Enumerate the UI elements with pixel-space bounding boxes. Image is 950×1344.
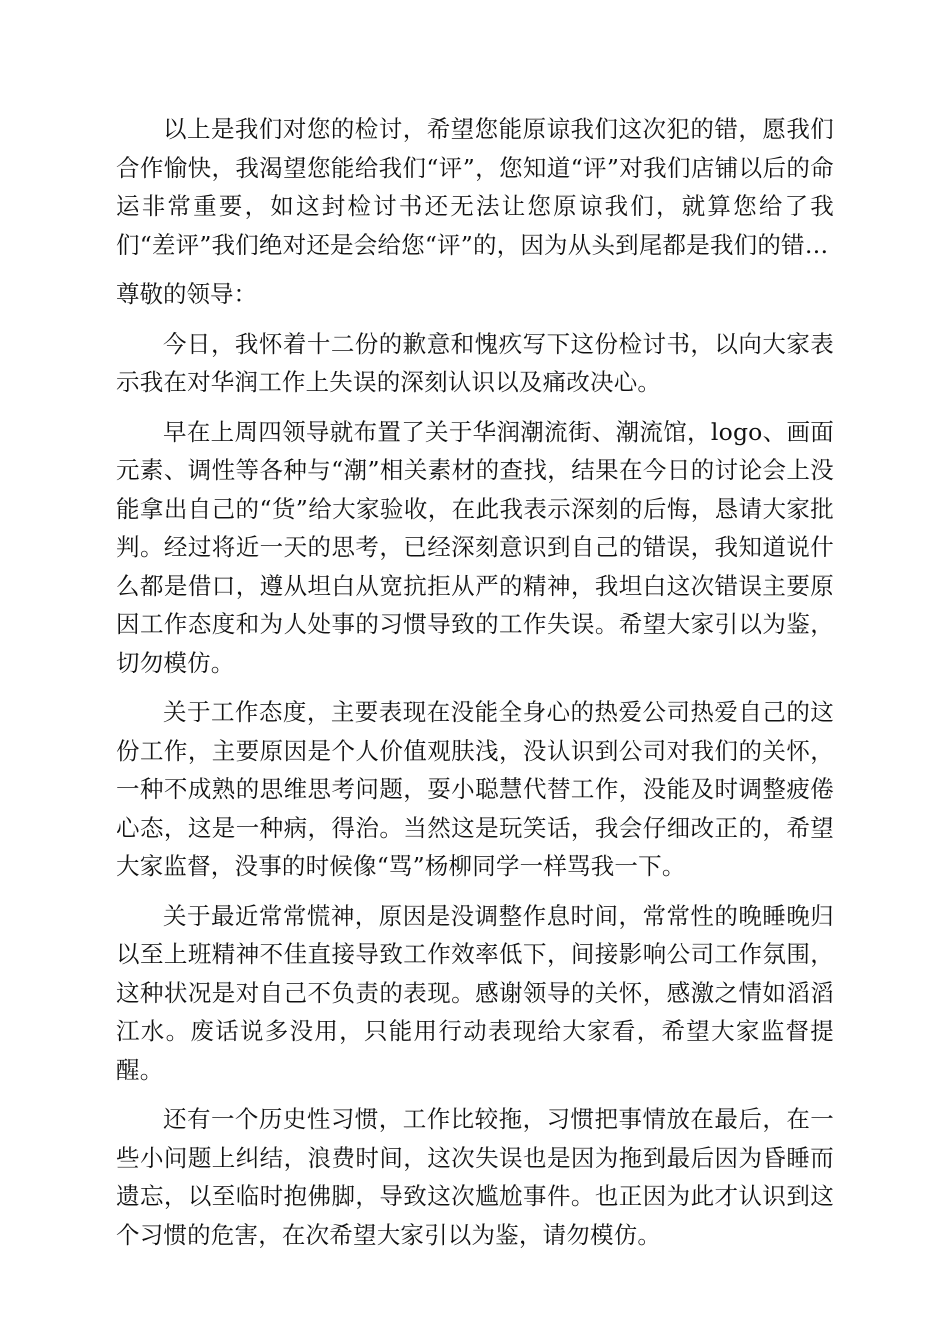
salutation: 尊敬的领导： — [116, 280, 257, 308]
paragraph-distraction: 关于最近常常慌神，原因是没调整作息时间，常常性的晚睡晚归以至上班精神不佳直接导致工作效率低下，间接影响公司工作氛围，这种状况是对自己不负责的表现。感谢领导的关怀，感激之情如滔滔江水。废话说多没用，只能用行动表现给大家看，希望大家监督提醒。 — [116, 901, 834, 1084]
document-page — [116, 110, 834, 1254]
paragraph-habit: 还有一个历史性习惯，工作比较拖，习惯把事情放在最后，在一些小问题上纠结，浪费时间，这次失误也是因为拖到最后因为昏睡而遗忘，以至临时抱佛脚，导致这次尴尬事件。也正因为此才认识到这个习惯的危害，在次希望大家引以为鉴，请勿模仿。 — [116, 1105, 834, 1249]
paragraph-intro: 今日，我怀着十二份的歉意和愧疚写下这份检讨书，以向大家表示我在对华润工作上失误的深刻认识以及痛改决心。 — [116, 329, 834, 396]
paragraph-background: 早在上周四领导就布置了关于华润潮流街、潮流馆，logo、画面元素、调性等各种与“潮”相关素材的查找，结果在今日的讨论会上没能拿出自己的“货”给大家验收，在此我表示深刻的后悔，恳请大家批判。经过将近一天的思考，已经深刻意识到自己的错误，我知道说什么都是借口，遵从坦白从宽抗拒从严的精神，我坦白这次错误主要原因工作态度和为人处事的习惯导致的工作失误。希望大家引以为鉴，切勿模仿。 — [116, 417, 834, 677]
paragraph-closing: 以上是我们对您的检讨，希望您能原谅我们这次犯的错，愿我们合作愉快，我渴望您能给我们“评”，您知道“评”对我们店铺以后的命运非常重要，如这封检讨书还无法让您原谅我们，就算您给了我们“差评”我们绝对还是会给您“评”的，因为从头到尾都是我们的错… — [116, 115, 834, 259]
paragraph-attitude: 关于工作态度，主要表现在没能全身心的热爱公司热爱自己的这份工作，主要原因是个人价值观肤浅，没认识到公司对我们的关怀，一种不成熟的思维思考问题，耍小聪慧代替工作，没能及时调整疲倦心态，这是一种病，得治。当然这是玩笑话，我会仔细改正的，希望大家监督，没事的时候像“骂”杨柳同学一样骂我一下。 — [116, 698, 834, 880]
